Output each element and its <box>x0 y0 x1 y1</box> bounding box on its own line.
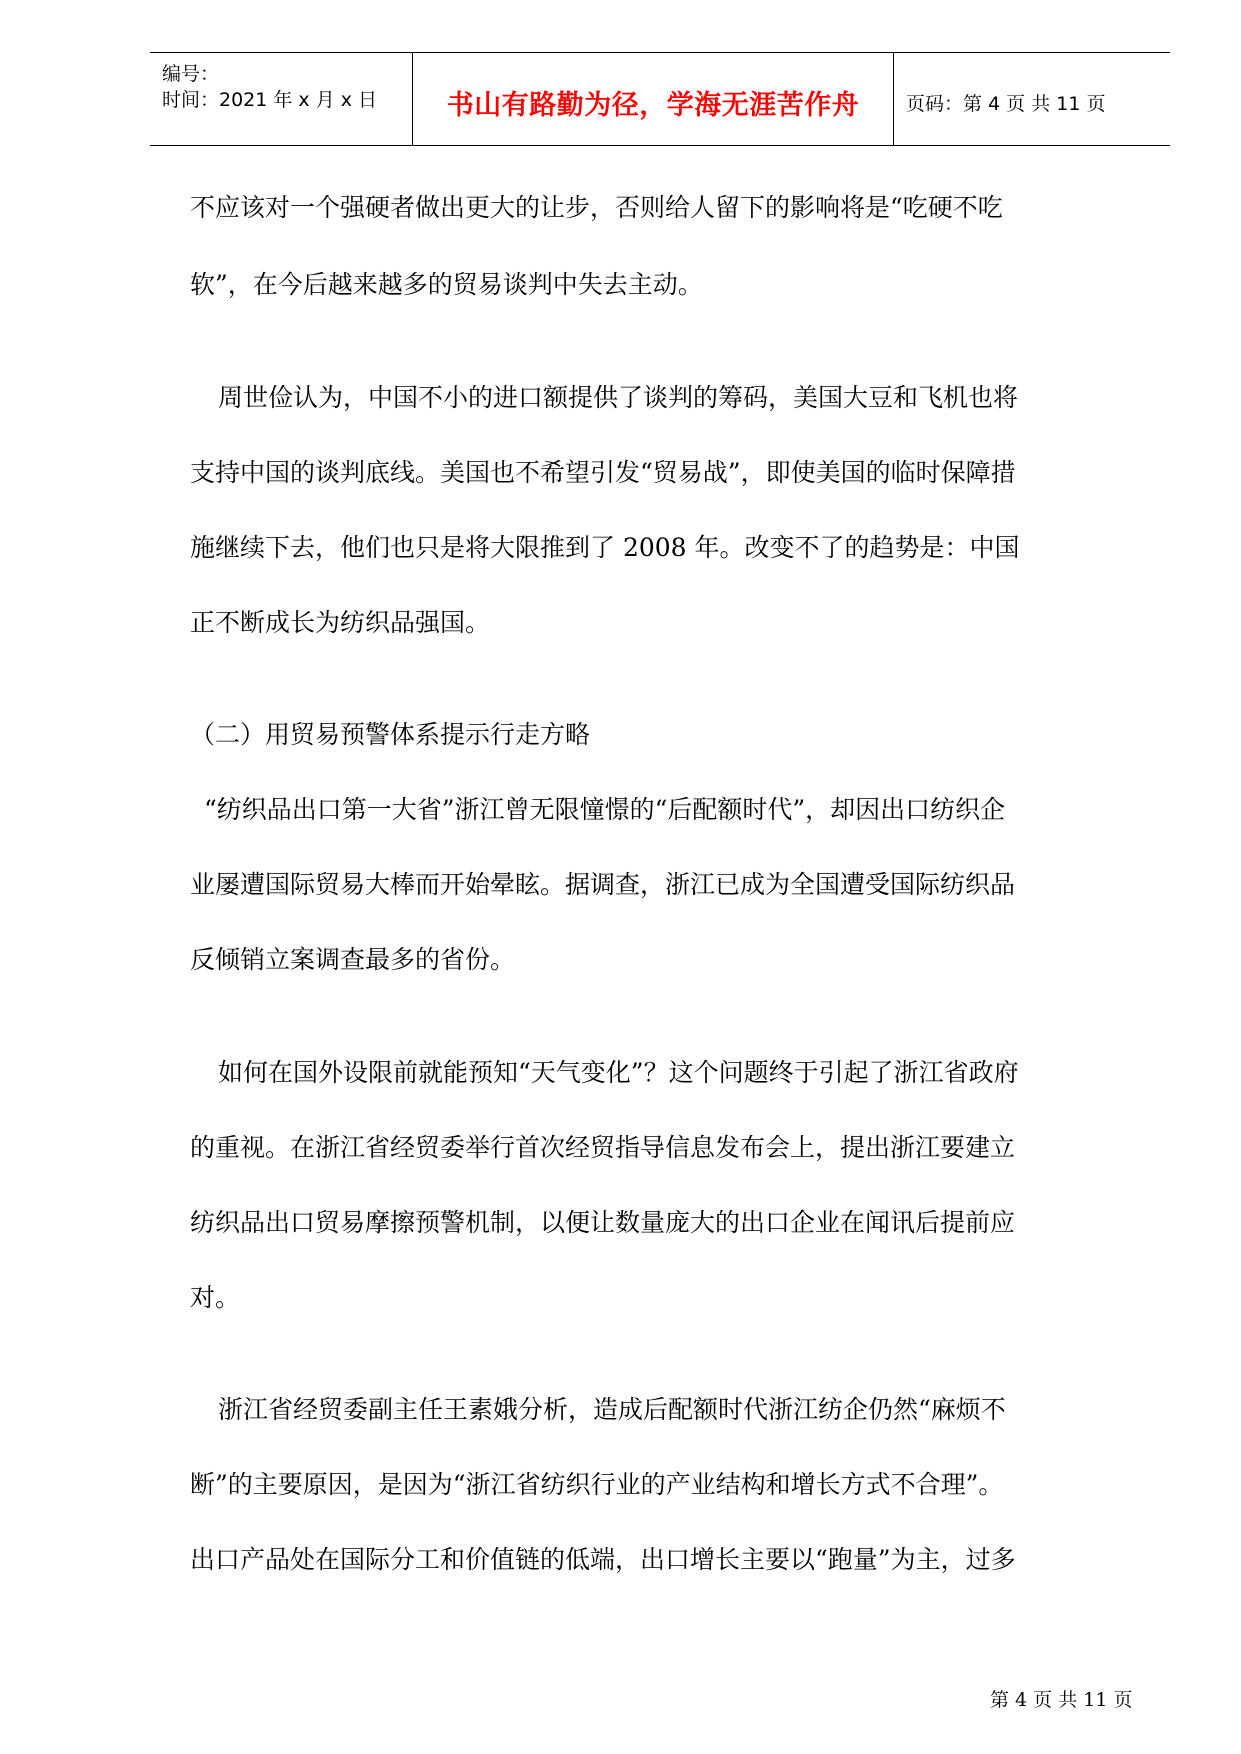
header-motto: 书山有路勤为径，学海无涯苦作舟 <box>446 90 860 121</box>
header-meta-cell <box>150 53 412 145</box>
body-line: 不应该对一个强硬者做出更大的让步，否则给人留下的影响将是“吃硬不吃 <box>190 193 1003 222</box>
body-line: 业屡遭国际贸易大棒而开始晕眩。据调查，浙江已成为全国遭受国际纺织品 <box>190 870 1016 899</box>
page-footer: 第 4 页 共 11 页 <box>990 1689 1133 1711</box>
document-code-label: 编号： <box>162 63 220 85</box>
body-line: “纺织品出口第一大省”浙江曾无限憧憬的“后配额时代”，却因出口纺织企 <box>204 795 1006 824</box>
document-time-label: 时间：2021 年 x 月 x 日 <box>162 89 378 111</box>
header-page-cell <box>894 53 1170 145</box>
page-header <box>150 52 1170 146</box>
body-line: 出口产品处在国际分工和价值链的低端，出口增长主要以“跑量”为主，过多 <box>190 1545 1016 1574</box>
body-line: 浙江省经贸委副主任王素娥分析，造成后配额时代浙江纺企仍然“麻烦不 <box>218 1395 1006 1424</box>
header-motto-cell <box>412 53 894 145</box>
body-line: 施继续下去，他们也只是将大限推到了 2008 年。改变不了的趋势是：中国 <box>190 533 1020 562</box>
body-line: 软”，在今后越来越多的贸易谈判中失去主动。 <box>190 270 703 299</box>
header-page-info: 页码：第 4 页 共 11 页 <box>906 93 1106 115</box>
body-line: 断”的主要原因，是因为“浙江省纺织行业的产业结构和增长方式不合理”。 <box>190 1470 1004 1499</box>
body-line: 的重视。在浙江省经贸委举行首次经贸指导信息发布会上，提出浙江要建立 <box>190 1133 1016 1162</box>
body-line: 反倾销立案调查最多的省份。 <box>190 945 516 974</box>
body-line: 对。 <box>190 1283 241 1312</box>
body-line: 正不断成长为纺织品强国。 <box>190 608 491 637</box>
body-line: 支持中国的谈判底线。美国也不希望引发“贸易战”，即使美国的临时保障措 <box>190 458 1016 487</box>
body-line: 如何在国外设限前就能预知“天气变化”？这个问题终于引起了浙江省政府 <box>218 1058 1019 1087</box>
section-heading: （二）用贸易预警体系提示行走方略 <box>190 720 591 749</box>
body-line: 纺织品出口贸易摩擦预警机制，以便让数量庞大的出口企业在闻讯后提前应 <box>190 1208 1016 1237</box>
body-line: 周世俭认为，中国不小的进口额提供了谈判的筹码，美国大豆和飞机也将 <box>218 383 1019 412</box>
